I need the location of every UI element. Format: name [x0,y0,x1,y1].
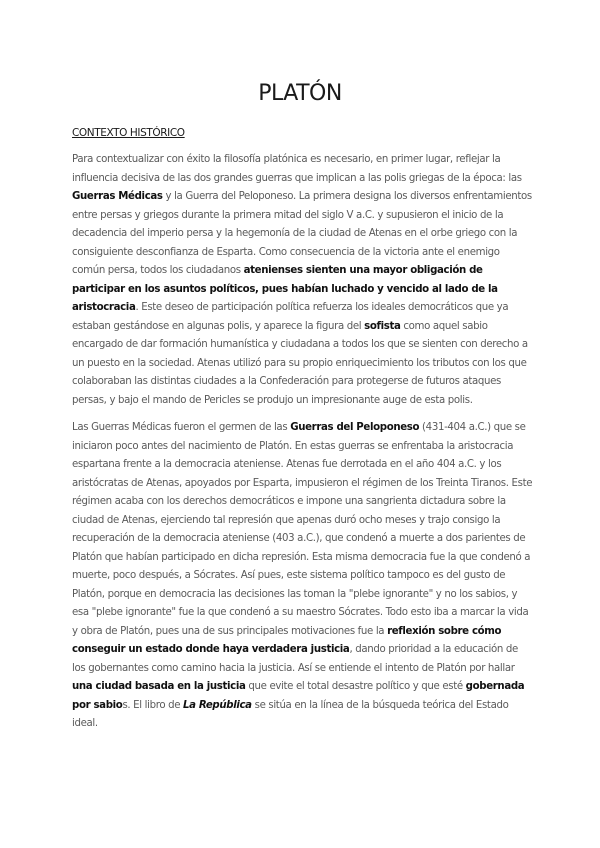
page-title: PLATÓN [258,80,342,106]
emphasis-text: reflexión sobre cómo conseguir un estado donde haya verdadera justicia [72,625,502,655]
paragraph-1: Para contextualizar con éxito la filosofía platónica es necesario, en primer lugar, reflejar la influencia decisiva de las dos grandes guerras que implican a las polis griegas de la época: las Guerras Médicas y la Guerra del Peloponeso. La primera designa los diversos enfrentamientos entre persas y griegos durante la primera mitad del siglo V a.C. y supusieron el inicio de la decadencia del imperio persa y la hegemonía de la ciudad de Atenas en el orbe griego con la consiguiente desconfianza de Esparta. Como consecuencia de la victoria ante el enemigo común persa, todos los ciudadanos atenienses sienten una mayor obligación de participar en los asuntos políticos, pues habían luchado y vencido al lado de la aristocracia. Este deseo de participación política refuerza los ideales democráticos que ya estaban gestándose en algunas polis, y aparece la figura del sofista como aquel sabio encargado de dar formación humanística y ciudadana a todos los que se sienten con derecho a un puesto en la sociedad. Atenas utilizó para su propio enriquecimiento los tributos con los que colaboraban las distintas ciudades a la Confederación para protegerse de futuros ataques persas, y bajo el mando de Pericles se produjo un impresionante auge de esta polis. [72,154,532,406]
emphasis-text: La República [183,699,252,711]
emphasis-text: atenienses sienten una mayor obligación de participar en los asuntos políticos, pues habían luchado y vencido al lado de la aristocracia [72,265,498,313]
section-heading-contexto-historico: CONTEXTO HISTÓRICO [72,127,185,139]
emphasis-text: sofista [364,320,401,332]
emphasis-text: Guerras Médicas [72,191,163,202]
emphasis-text: gobernada por sabio [72,681,525,711]
paragraph-2: Las Guerras Médicas fueron el germen de las Guerras del Peloponeso (431-404 a.C.) que se iniciaron poco antes del nacimiento de Platón. En estas guerras se enfrentaba la aristocracia espartana frente a la democracia ateniense. Atenas fue derrotada en el año 404 a.C. y los aristócratas de Atenas, apoyados por Esparta, impusieron el régimen de los Treinta Tiranos. Este régimen acaba con los derechos democráticos e impone una sangrienta dictadura sobre la ciudad de Atenas, ejerciendo tal represión que apenas duró ocho meses y trajo consigo la recuperación de la democracia ateniense (403 a.C.), que condenó a muerte a dos parientes de Platón que habían participado en dicha represión. Esta misma democracia fue la que condenó a muerte, poco después, a Sócrates. Así pues, este sistema político tampoco es del gusto de Platón, porque en democracia las decisiones las toman la "plebe ignorante" y no los sabios, y esa "plebe ignorante" fue la que condenó a su maestro Sócrates. Todo esto iba a marcar la vida y obra de Platón, pues una de sus principales motivaciones fue la reflexión sobre cómo conseguir un estado donde haya verdadera justicia, dando prioridad a la educación de los gobernantes como camino hacia la justicia. Así se entiende el intento de Platón por hallar una ciudad basada en la justicia que evite el total desastre político y que esté gobernada por sabios. El libro de La República se sitúa en la línea de la búsqueda teórica del Estado ideal. [72,422,533,729]
emphasis-text: Guerras del Peloponeso [290,422,420,433]
emphasis-text: una ciudad basada en la justicia [72,681,246,692]
